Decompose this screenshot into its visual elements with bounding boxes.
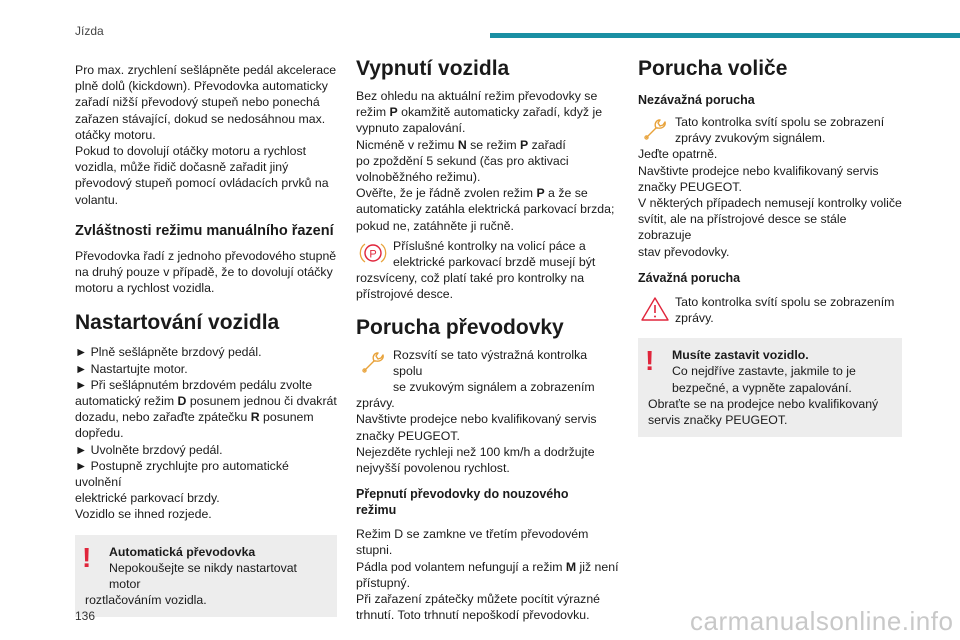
- stop-vehicle-paragraph: [356, 88, 619, 234]
- kickdown-line: Pro max. zrychlení sešlápněte pedál akcelerace: [75, 63, 337, 77]
- kickdown-line: vozidla, může řidič dočasně zařadit jiný: [75, 160, 289, 175]
- major-fault-row: [638, 294, 902, 326]
- page-number: 136: [75, 609, 96, 623]
- column-1: [75, 62, 337, 617]
- minor-fault-line: svítit, ale na přístrojové desce se stále zobrazuje: [638, 212, 847, 243]
- emergency-mode-line: stupni.: [356, 543, 393, 558]
- gearbox-fault-line: zprávy.: [356, 396, 395, 411]
- stop-warning-line-4: servis značky PEUGEOT.: [648, 413, 788, 428]
- start-step-line: ► Plně sešlápněte brzdový pedál.: [75, 345, 262, 360]
- parking-text-1: Příslušné kontrolky na volicí páce a: [393, 238, 586, 253]
- warning-box-automatic: [75, 535, 337, 618]
- column-2: [356, 56, 619, 623]
- kickdown-line: zařadí nižší převodový stupeň nebo ponechá: [75, 95, 320, 110]
- start-step-line: dopředu.: [75, 426, 124, 441]
- svg-text:P: P: [369, 248, 377, 261]
- manual-mode-line: Převodovka řadí z jednoho převodového stupně: [75, 248, 337, 263]
- emergency-mode-line: Pádla pod volantem nefungují a režim M již není: [356, 559, 619, 574]
- minor-fault-line: Jeďte opatrně.: [638, 147, 718, 162]
- minor-text-1: Tato kontrolka svítí spolu se zobrazení: [675, 115, 885, 129]
- manual-mode-paragraph: [75, 248, 337, 297]
- parking-indicator-row: [356, 238, 619, 270]
- stop-vehicle-line: pokud ne, zatáhněte ji ručně.: [356, 218, 514, 233]
- minor-fault-line: V některých případech nemusejí kontrolky voliče: [638, 196, 902, 211]
- emergency-mode-paragraph: [356, 526, 619, 623]
- major-text-1: Tato kontrolka svítí spolu se zobrazením: [675, 294, 895, 309]
- emergency-mode-line: Při zařazení zpátečky můžete pocítit výrazné: [356, 592, 600, 607]
- gearbox-fault-heading: Porucha převodovky: [356, 315, 564, 339]
- kickdown-paragraph: [75, 62, 337, 208]
- fault-text-1: Rozsvítí se tato výstražná kontrolka spolu: [393, 347, 588, 378]
- minor-text-2: zprávy zvukovým signálem.: [675, 131, 826, 146]
- header-accent-bar: [490, 33, 960, 38]
- start-vehicle-heading: Nastartování vozidla: [75, 311, 280, 335]
- emergency-mode-heading-1: Přepnutí převodovky do nouzového: [356, 487, 569, 502]
- start-step-line: dozadu, nebo zařaďte zpátečku R posunem: [75, 410, 314, 425]
- stop-warning-line-3: Obraťte se na prodejce nebo kvalifikovaný: [648, 396, 879, 411]
- stop-vehicle-heading: Vypnutí vozidla: [356, 57, 510, 80]
- kickdown-line: Pokud to dovolují otáčky motoru a rychlost: [75, 144, 307, 159]
- column-3: [638, 56, 902, 437]
- stop-vehicle-line: automaticky zatáhla elektrická parkovací brzda;: [356, 202, 615, 217]
- gearbox-fault-line: Navštivte prodejce nebo kvalifikovaný servis: [356, 412, 597, 427]
- stop-vehicle-line: Bez ohledu na aktuální režim převodovky se: [356, 89, 598, 103]
- kickdown-line: volantu.: [75, 192, 119, 207]
- minor-fault-line: stav převodovky.: [638, 244, 730, 259]
- wrench-warning-icon: [638, 114, 672, 144]
- emergency-mode-line: přístupný.: [356, 575, 410, 590]
- stop-vehicle-line: Nicméně v režimu N se režim P zařadí: [356, 137, 566, 152]
- parking-paragraph-cont: [356, 270, 619, 302]
- stop-vehicle-line: po zpoždění 5 sekund (čas pro aktivaci: [356, 153, 569, 168]
- warning-line-2: roztlačováním vozidla.: [85, 593, 207, 608]
- stop-vehicle-line: vypnuto zapalování.: [356, 121, 466, 136]
- start-step-line: Vozidlo se ihned rozjede.: [75, 507, 212, 522]
- kickdown-line: otáčky motoru.: [75, 127, 156, 142]
- exclamation-icon: !: [82, 541, 92, 573]
- stop-warning-title: Musíte zastavit vozidlo.: [672, 348, 809, 363]
- warning-line-1: Nepokoušejte se nikdy nastartovat motor: [109, 560, 297, 592]
- minor-fault-line: značky PEUGEOT.: [638, 179, 742, 194]
- selector-fault-heading: Porucha voliče: [638, 57, 788, 80]
- minor-fault-row: [638, 114, 902, 146]
- start-step-line: elektrické parkovací brzdy.: [75, 491, 220, 506]
- stop-warning-line-2: bezpečné, a vypněte zapalování.: [672, 380, 852, 395]
- gearbox-fault-line: nejvyšší povolenou rychlost.: [356, 461, 510, 476]
- stop-vehicle-line: volnoběžného režimu).: [356, 170, 481, 185]
- exclamation-icon: !: [645, 345, 655, 377]
- gearbox-fault-row: [356, 347, 619, 396]
- gearbox-fault-paragraph: [356, 395, 619, 476]
- warning-box-stop: [638, 338, 902, 437]
- stop-vehicle-line: režim P okamžitě automaticky zařadí, když je: [356, 105, 603, 120]
- kickdown-line: zařazen stávající, dokud se nedosáhnou max.: [75, 111, 326, 126]
- watermark: carmanualsonline.info: [690, 606, 954, 636]
- parking-line: přístrojové desce.: [356, 287, 454, 302]
- emergency-mode-line: Režim D se zamkne ve třetím převodovém: [356, 527, 589, 542]
- major-text-2: zprávy.: [675, 311, 714, 326]
- kickdown-line: plně dolů (kickdown). Převodovka automaticky: [75, 79, 328, 94]
- manual-mode-heading: Zvláštnosti režimu manuálního řazení: [75, 222, 334, 239]
- kickdown-line: převodový stupeň pomocí ovládacích prvků na: [75, 176, 329, 191]
- stop-vehicle-line: Ověřte, že je řádně zvolen režim P a že se: [356, 186, 588, 201]
- start-step-line: ► Nastartujte motor.: [75, 361, 188, 376]
- major-fault-heading: Závažná porucha: [638, 270, 741, 285]
- parking-line: rozsvíceny, což platí také pro kontrolky na: [356, 271, 585, 286]
- minor-fault-heading: Nezávažná porucha: [638, 93, 755, 107]
- start-step-line: automatický režim D posunem jednou či dvakrát: [75, 394, 337, 409]
- wrench-warning-icon: [356, 347, 390, 377]
- emergency-mode-heading-2: režimu: [356, 503, 397, 518]
- stop-warning-line-1: Co nejdříve zastavte, jakmile to je: [672, 364, 856, 379]
- parking-brake-icon: [356, 238, 390, 268]
- fault-text-2: se zvukovým signálem a zobrazením: [393, 380, 595, 395]
- minor-fault-paragraph: [638, 146, 902, 259]
- start-vehicle-steps: [75, 344, 337, 522]
- manual-mode-line: motoru a rychlost vozidla.: [75, 281, 215, 296]
- minor-fault-line: Navštivte prodejce nebo kvalifikovaný servis: [638, 163, 879, 178]
- gearbox-fault-line: značky PEUGEOT.: [356, 428, 460, 443]
- section-title: Jízda: [75, 24, 104, 38]
- start-step-line: ► Postupně zrychlujte pro automatické uvolnění: [75, 458, 289, 490]
- parking-text-2: elektrické parkovací brzdě musejí být: [393, 255, 596, 270]
- start-step-line: ► Při sešlápnutém brzdovém pedálu zvolte: [75, 377, 313, 392]
- warning-triangle-icon: [638, 294, 672, 324]
- manual-mode-line: na druhý pouze v případě, že to dovolují otáčky: [75, 265, 333, 280]
- gearbox-fault-line: Nejezděte rychleji než 100 km/h a dodržujte: [356, 444, 595, 459]
- emergency-mode-line: trhnutí. Toto trhnutí nepoškodí převodovku.: [356, 608, 590, 623]
- start-step-line: ► Uvolněte brzdový pedál.: [75, 442, 223, 457]
- warning-title: Automatická převodovka: [109, 544, 256, 559]
